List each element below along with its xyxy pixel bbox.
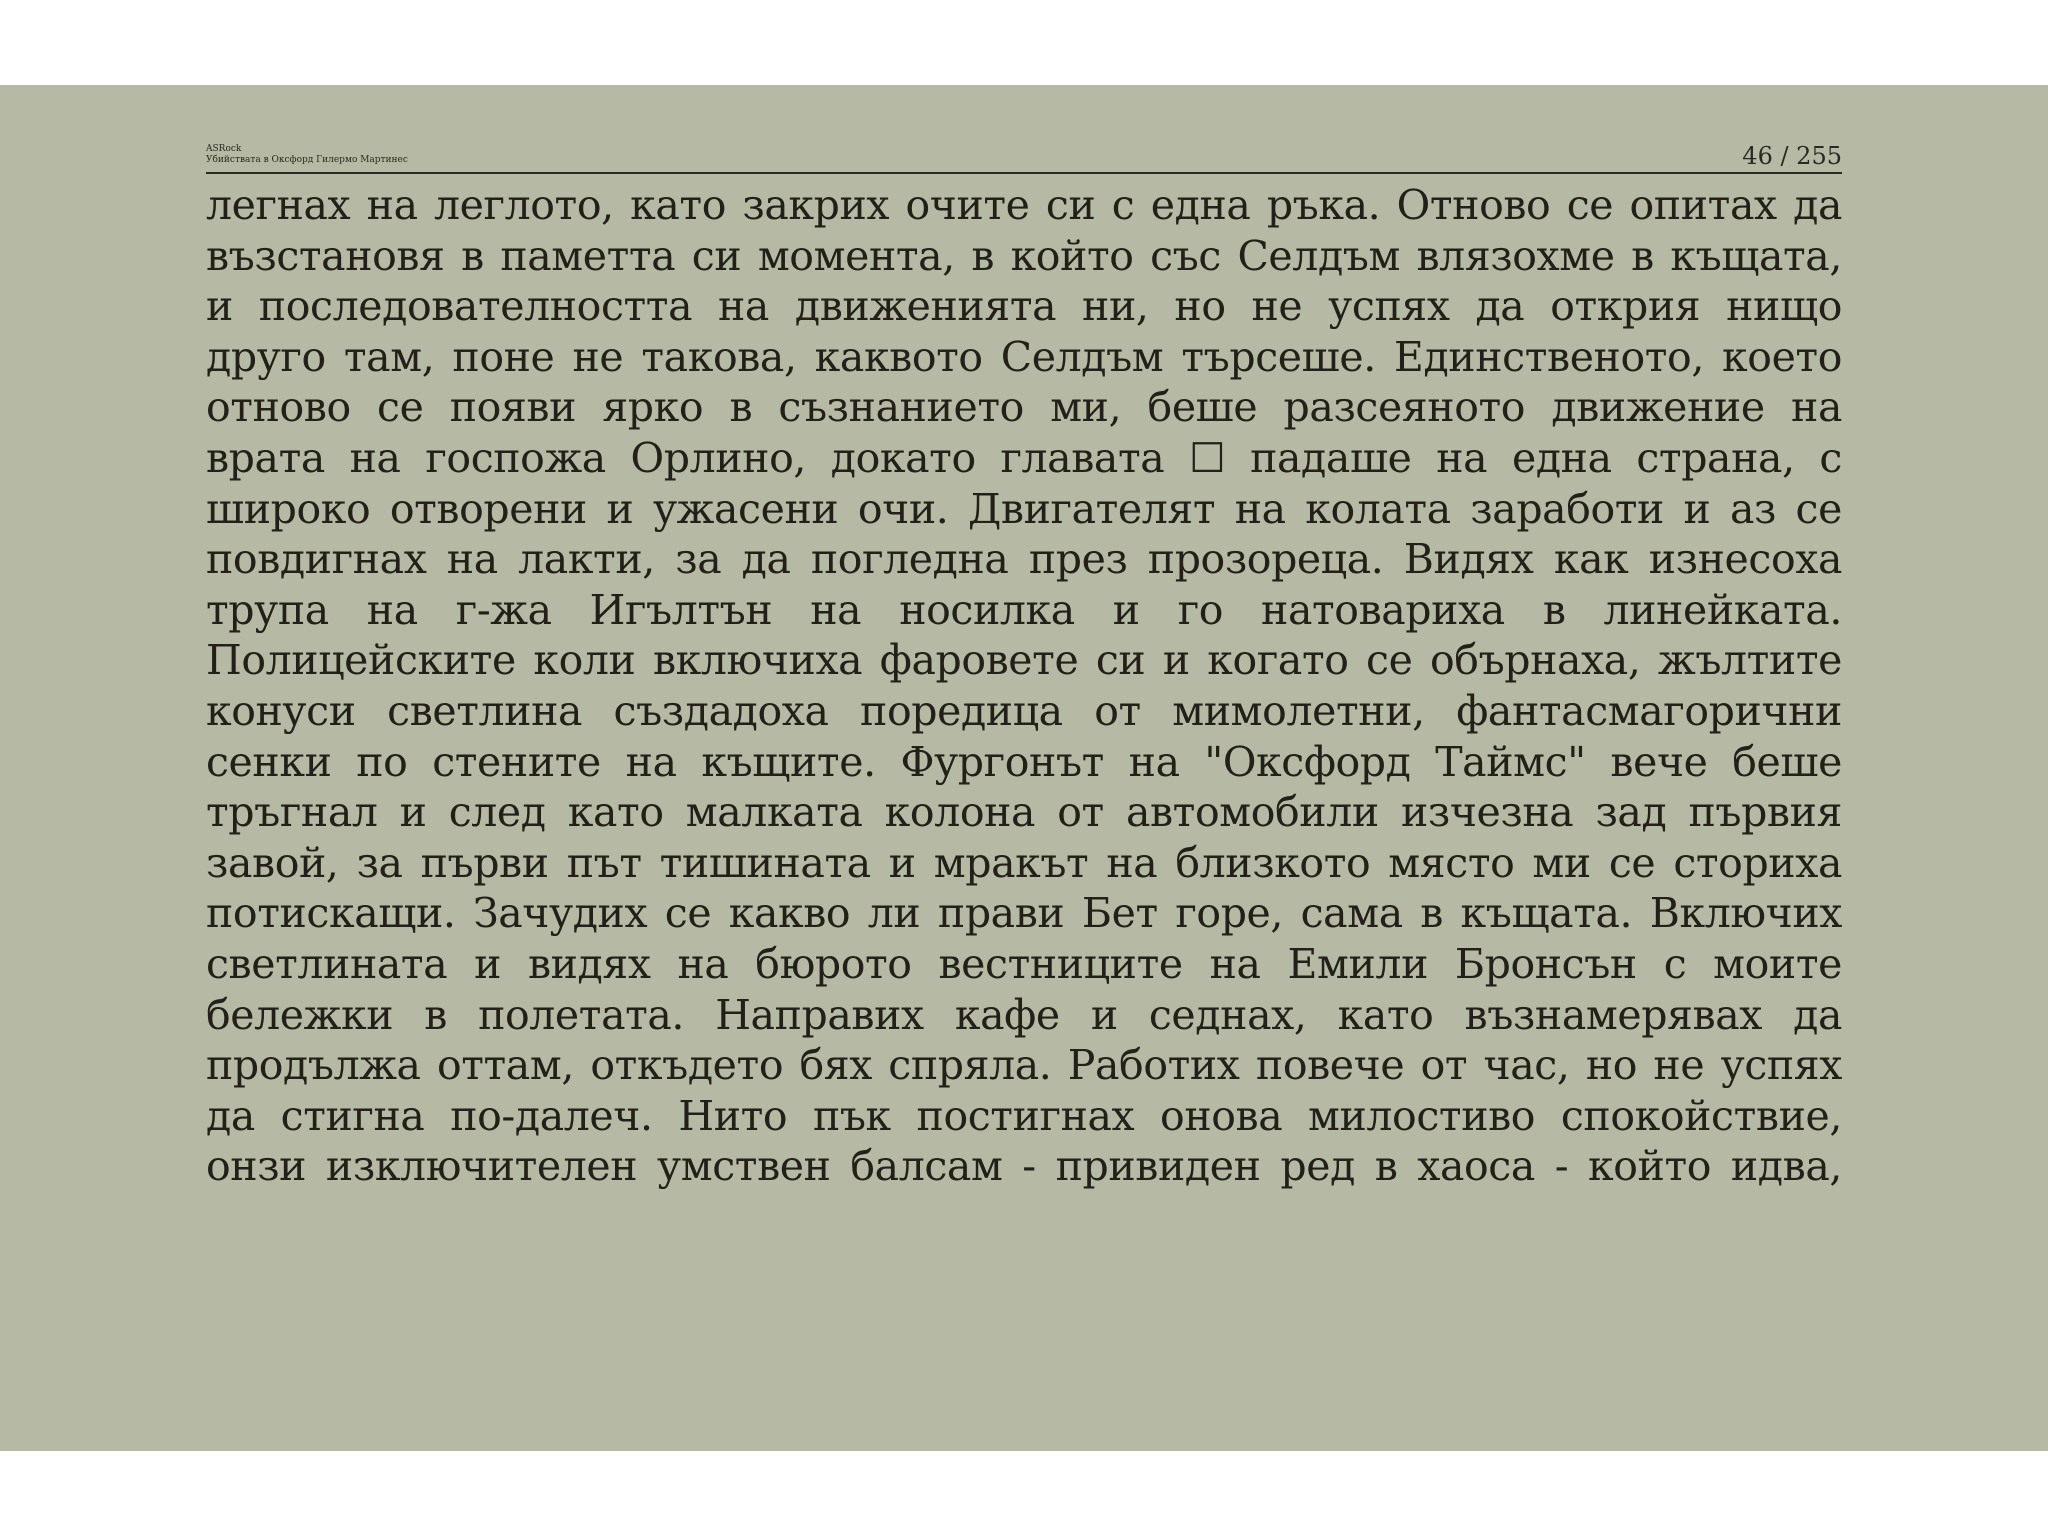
text-line: повдигнах на лакти, за да погледна през прозореца. Видях как изнесоха xyxy=(206,535,1842,584)
text-line: широко отворени и ужасени очи. Двигателят на колата заработи и аз се xyxy=(206,484,1842,533)
text-line: отново се появи ярко в съзнанието ми, беше разсеяното движение на xyxy=(206,383,1842,432)
text-line: бележки в полетата. Направих кафе и седнах, като възнамерявах да xyxy=(206,990,1842,1039)
text-line: конуси светлина създадоха поредица от мимолетни, фантасмагорични xyxy=(206,686,1842,735)
text-line: да стигна по-далеч. Нито пък постигнах онова милостиво спокойствие, xyxy=(206,1091,1842,1140)
text-line: сенки по стените на къщите. Фургонът на "Оксфорд Таймс" вече беше xyxy=(206,737,1842,786)
text-line: продължа оттам, откъдето бях спряла. Работих повече от час, но не успях xyxy=(206,1041,1842,1090)
text-line: Полицейските коли включиха фаровете си и когато се обърнаха, жълтите xyxy=(206,636,1842,685)
body-text xyxy=(206,180,1842,1192)
text-line: светлината и видях на бюрото вестниците на Емили Бронсън с моите xyxy=(206,939,1842,988)
text-line: и последователността на движенията ни, но не успях да открия нищо xyxy=(206,282,1842,331)
header-source: ASRock xyxy=(206,144,242,154)
text-line: друго там, поне не такова, каквото Селдъм търсеше. Единственото, което xyxy=(206,332,1842,381)
page-number: 46 / 255 xyxy=(1742,142,1842,170)
text-line: онзи изключителен умствен балсам - привиден ред в хаоса - който идва, xyxy=(206,1142,1842,1191)
text-line: тръгнал и след като малката колона от автомобили изчезна зад първия xyxy=(206,788,1842,837)
text-line: легнах на леглото, като закрих очите си с една ръка. Отново се опитах да xyxy=(206,181,1842,229)
text-line: възстановя в паметта си момента, в който със Селдъм влязохме в къщата, xyxy=(206,231,1842,280)
page-header xyxy=(206,136,1842,174)
text-line: трупа на г-жа Игълтън на носилка и го натовариха в линейката. xyxy=(206,585,1842,634)
header-book-title: Убийствата в Оксфорд Гилермо Мартинес xyxy=(206,155,408,165)
header-meta xyxy=(206,144,408,166)
text-line: завой, за първи път тишината и мракът на близкото място ми се сториха xyxy=(206,838,1842,887)
text-line: врата на госпожа Орлино, докато главата ☐ падаше на една страна, с xyxy=(206,433,1842,482)
text-line: потискащи. Зачудих се какво ли прави Бет горе, сама в къщата. Включих xyxy=(206,889,1842,938)
